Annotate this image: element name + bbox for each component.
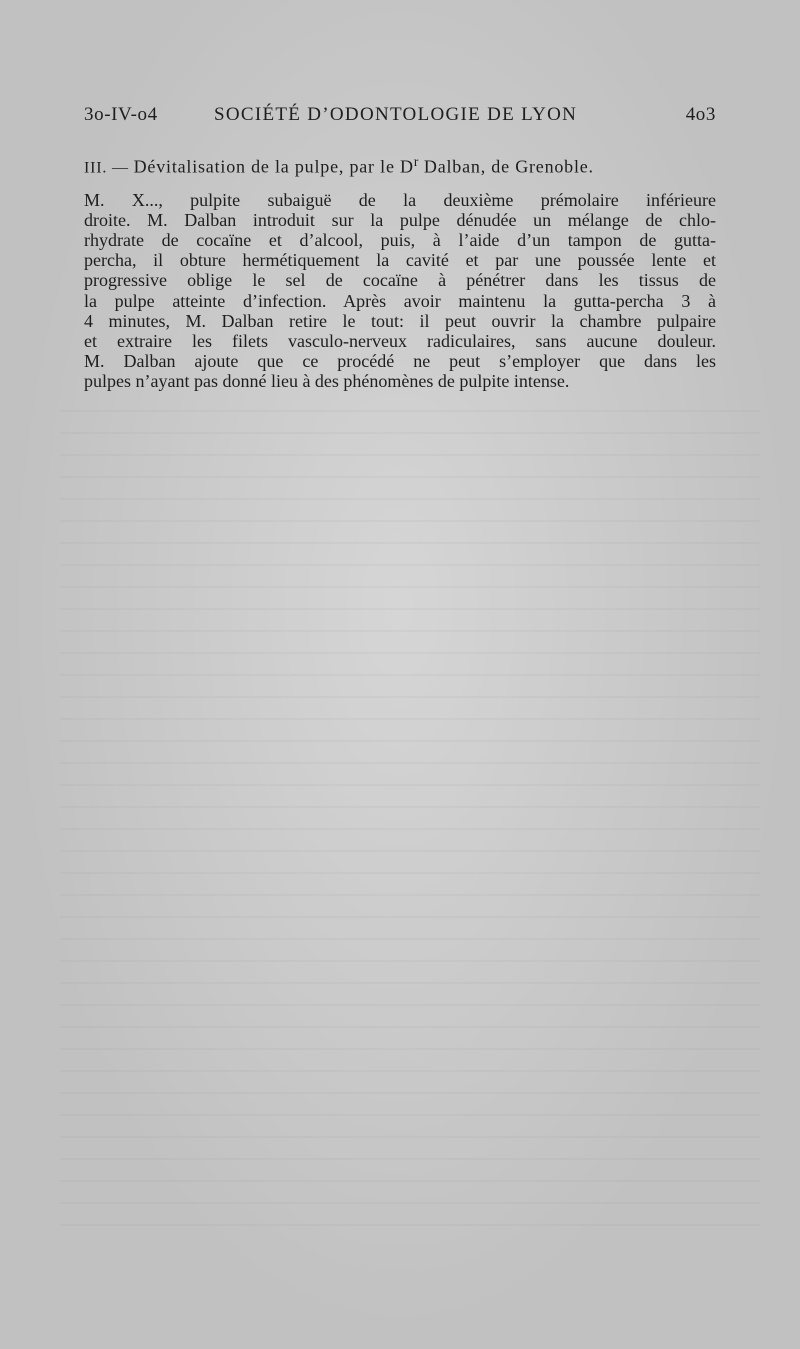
page-number: 4o3	[685, 104, 716, 125]
paragraph-1-line: 4 minutes, M. Dalban retire le tout: il peut ouvrir la chambre pulpaire	[84, 310, 716, 331]
paragraph-2-line: pulpes n’ayant pas donné lieu à des phénomènes de pulpite intense.	[84, 371, 570, 392]
running-head	[84, 104, 716, 128]
paragraph-1-line: percha, il obture hermétiquement la cavité et par une poussée lente et	[84, 250, 716, 271]
section-title-part2: Dalban, de Grenoble.	[423, 156, 594, 177]
paragraph-1	[84, 190, 716, 352]
section-dash: —	[112, 159, 129, 177]
section-title-part1: Dévitalisation de la pulpe, par le D	[133, 156, 414, 177]
paragraph-2-line: M. Dalban ajoute que ce procédé ne peut s’employer que dans les	[84, 351, 716, 372]
paragraph-1-line: droite. M. Dalban introduit sur la pulpe dénudée un mélange de chlo-	[84, 209, 716, 230]
page-content	[84, 152, 716, 392]
section-number: III.	[84, 159, 108, 177]
section-title-superscript: r	[413, 154, 420, 169]
paragraph-2	[84, 351, 716, 391]
running-head-title: SOCIÉTÉ D’ODONTOLOGIE DE LYON	[214, 104, 578, 125]
running-head-date: 3o-IV-o4	[84, 104, 158, 125]
paragraph-1-line: rhydrate de cocaïne et d’alcool, puis, à l’aide d’un tampon de gutta-	[84, 229, 716, 250]
section-heading	[84, 152, 716, 179]
paragraph-1-line: et extraire les filets vasculo-nerveux radiculaires, sans aucune douleur.	[84, 330, 716, 351]
paragraph-1-line: la pulpe atteinte d’infection. Après avoir maintenu la gutta-percha 3 à	[84, 290, 716, 311]
show-through-texture	[60, 410, 760, 1230]
paragraph-1-line: progressive oblige le sel de cocaïne à pénétrer dans les tissus de	[84, 270, 716, 291]
paragraph-1-line: M. X..., pulpite subaiguë de la deuxième prémolaire inférieure	[84, 189, 716, 210]
